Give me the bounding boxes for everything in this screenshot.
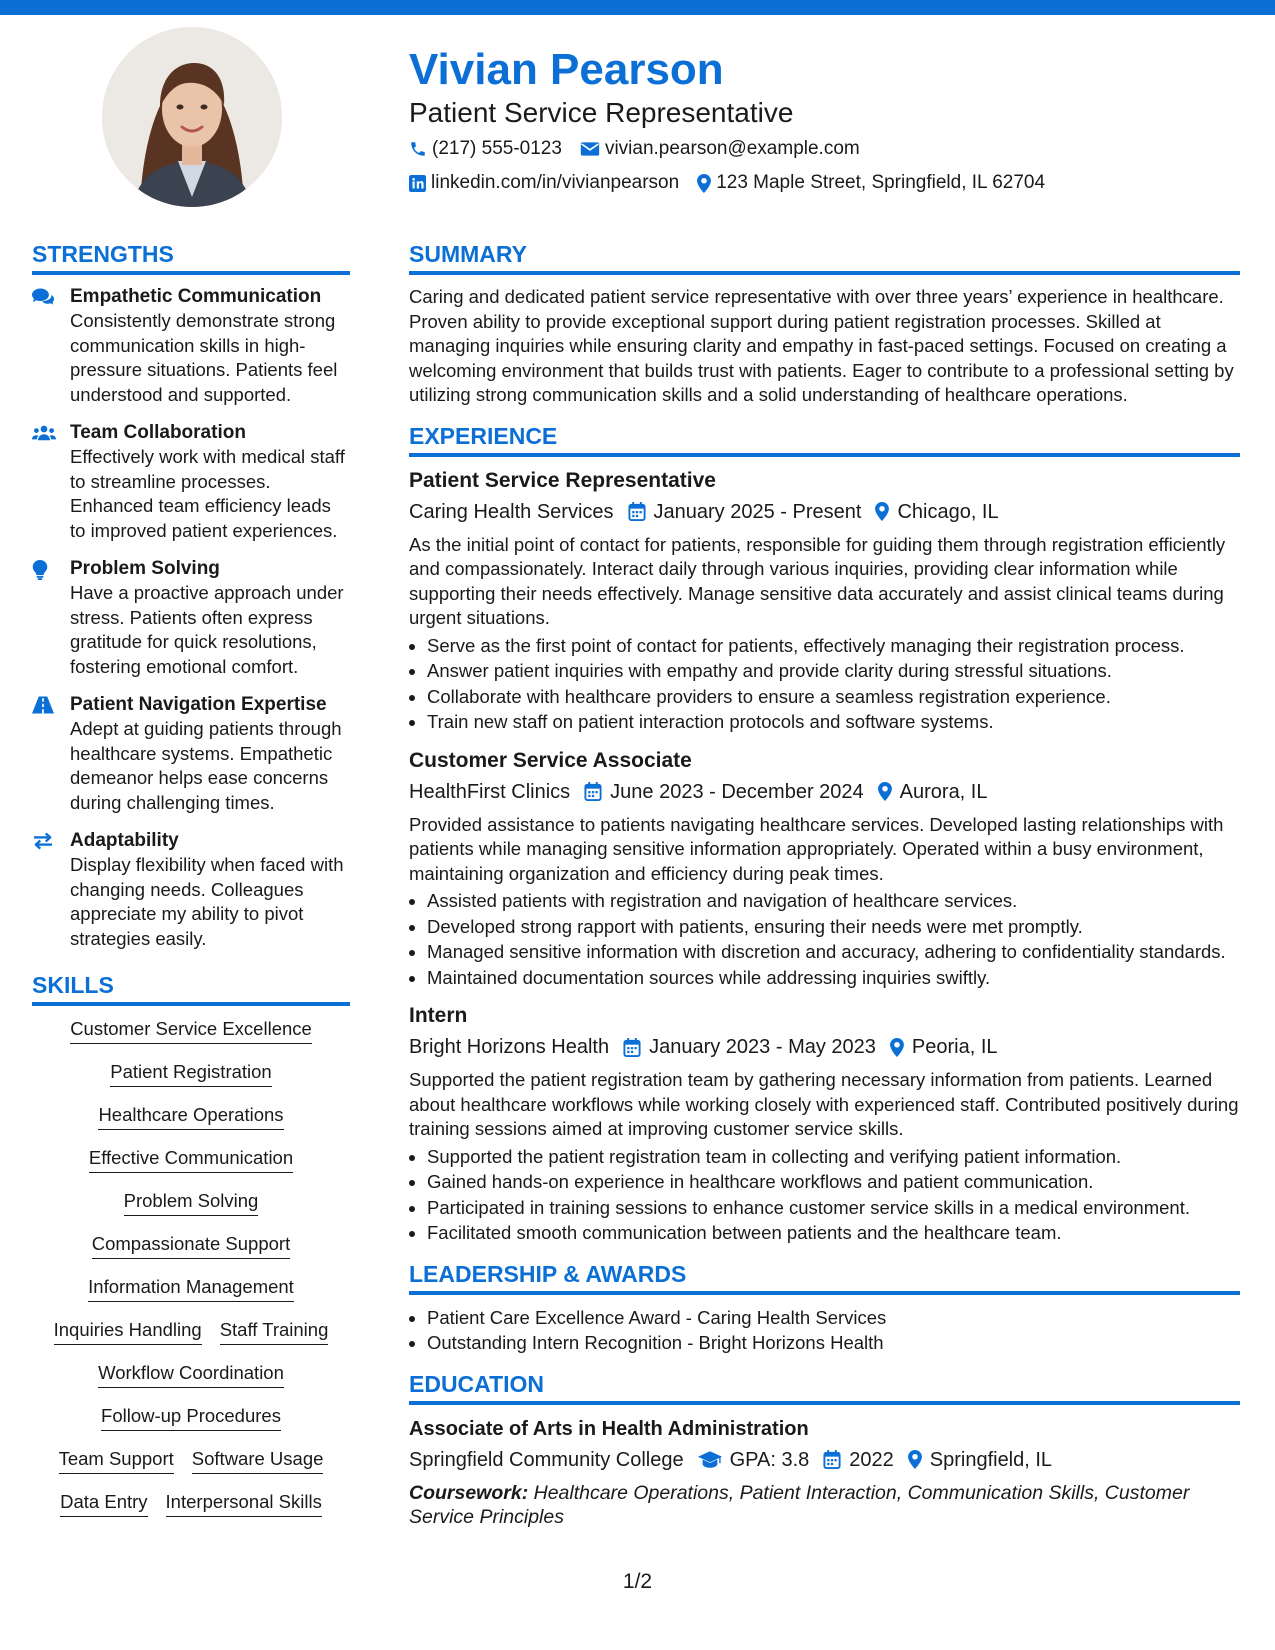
skill-tag: Customer Service Excellence [70,1016,312,1044]
job-entry [409,747,1240,991]
envelope-icon [580,141,600,157]
job-location: Peoria, IL [911,1036,998,1058]
strength-desc: Effectively work with medical staff to streamline processes. Enhanced team efficiency leads to improved patient experiences. [70,446,345,541]
skills-list [32,1016,350,1517]
job-dates: January 2023 - May 2023 [649,1036,876,1058]
job-bullet: • Answer patient inquiries with empathy and provide clarity during stressful situations. [427,658,1240,684]
strength-desc: Adept at guiding patients through healthcare systems. Empathetic demeanor helps ease concerns during challenging times. [70,718,342,813]
skill-tag: Healthcare Operations [98,1102,283,1130]
users-icon [32,424,56,442]
skill-tag: Effective Communication [89,1145,293,1173]
education-gpa-item [698,1445,810,1475]
skill-tag: Compassionate Support [92,1231,290,1259]
top-accent-bar [0,0,1275,15]
avatar-illustration [102,27,282,207]
job-meta [409,1032,1240,1062]
candidate-role: Patient Service Representative [409,97,794,128]
coursework-label: Coursework: [409,1481,529,1504]
skill-tag: Team Support [59,1446,174,1474]
skill-tag: Data Entry [60,1489,147,1517]
lightbulb-icon [32,560,48,580]
coursework-text: Healthcare Operations, Patient Interaction, Communication Skills, Customer Service Principles [409,1481,1190,1528]
job-bullet: • Developed strong rapport with patients, ensuring their needs were met promptly. [427,914,1240,940]
summary-section [409,240,1240,408]
job-bullets [409,633,1240,735]
job-entry [409,1002,1240,1246]
skill-tag: Follow-up Procedures [101,1403,281,1431]
chat-icon [32,288,54,306]
strengths-heading: STRENGTHS [32,240,350,275]
skill-tag: Software Usage [192,1446,324,1474]
job-bullet: • Assisted patients with registration and navigation of healthcare services. [427,888,1240,914]
job-entry [409,467,1240,735]
job-bullet: • Collaborate with healthcare providers to ensure a seamless registration experience. [427,684,1240,710]
strength-item [32,285,350,407]
education-location-item [908,1445,1052,1475]
job-bullet: • Facilitated smooth communication between patients and the healthcare team. [427,1220,1240,1246]
skill-row [32,1446,350,1474]
job-location-item [890,1032,998,1062]
education-degree: Associate of Arts in Health Administration [409,1417,809,1440]
address-text: 123 Maple Street, Springfield, IL 62704 [716,172,1046,193]
job-title: Customer Service Associate [409,748,692,772]
contact-row-1 [409,134,1249,164]
phone-text: (217) 555-0123 [432,138,562,159]
map-pin-icon [908,1450,922,1469]
job-company: Caring Health Services [409,500,614,523]
awards-list [409,1305,1240,1356]
education-year-item [823,1445,894,1475]
skills-heading: SKILLS [32,971,350,1006]
skill-row [32,1360,350,1388]
skill-row [32,1102,350,1130]
award-item: • Patient Care Excellence Award - Caring Health Services [427,1305,1240,1331]
skill-tag: Information Management [88,1274,294,1302]
summary-heading: SUMMARY [409,240,1240,275]
strength-desc: Have a proactive approach under stress. Patients often express gratitude for quick resolutions, fostering emotional comfort. [70,582,344,677]
job-dates-item [628,497,862,527]
education-location: Springfield, IL [929,1448,1053,1471]
education-coursework [409,1481,1240,1530]
skill-row [32,1016,350,1044]
graduation-cap-icon [698,1451,722,1468]
skill-tag: Inquiries Handling [54,1317,202,1345]
experience-heading: EXPERIENCE [409,422,1240,457]
strength-title: Problem Solving [70,558,220,579]
strength-item [32,693,350,815]
awards-section [409,1260,1240,1356]
education-year: 2022 [849,1448,894,1471]
education-gpa: GPA: 3.8 [729,1448,810,1471]
skill-row [32,1188,350,1216]
job-bullet: • Managed sensitive information with discretion and accuracy, adhering to confidentiality standards. [427,939,1240,965]
profile-photo [102,27,282,207]
job-bullet: • Participated in training sessions to enhance customer service skills in a medical environment. [427,1195,1240,1221]
skill-row [32,1403,350,1431]
calendar-icon [623,1038,641,1057]
job-location-item [878,777,988,807]
page-number: 1/2 [622,1570,653,1593]
job-meta [409,777,1240,807]
job-company: HealthFirst Clinics [409,780,571,803]
skill-tag: Staff Training [220,1317,329,1345]
job-description: Supported the patient registration team by gathering necessary information from patients. Learned about healthcare workflows while working closely with experienced staff. Contributed positively during training sessions aimed at improving customer service skills. [409,1069,1239,1139]
job-description: As the initial point of contact for patients, responsible for guiding them through registration efficiently and compassionately. Interact daily through various inquiries, providing clear information while supporting their needs effectively. Manage sensitive data accurately and assist clinical teams during urgent situations. [409,533,1226,628]
job-bullets [409,1144,1240,1246]
strength-item [32,421,350,543]
job-description: Provided assistance to patients navigating healthcare services. Developed lasting relationships with patients while managing sensitive information appropriately. Operated within a busy environment, maintaining organization and efficiency during peak times. [409,813,1224,884]
phone-icon [409,140,427,158]
awards-heading: LEADERSHIP & AWARDS [409,1260,1240,1295]
education-meta [409,1445,1240,1475]
calendar-icon [584,782,602,801]
job-bullet: • Gained hands-on experience in healthcare workflows and patient communication. [427,1169,1240,1195]
email-text[interactable]: vivian.pearson@example.com [604,138,860,159]
skill-row [32,1145,350,1173]
skill-tag: Workflow Coordination [98,1360,284,1388]
skill-row [32,1274,350,1302]
job-location: Aurora, IL [899,780,988,803]
skill-row [32,1489,350,1517]
job-title: Intern [409,1004,468,1027]
right-column [409,240,1240,1544]
strength-desc: Display flexibility when faced with changing needs. Colleagues appreciate my ability to pivot strategies easily. [70,854,344,949]
address-item [697,168,1045,198]
job-title: Patient Service Representative [409,468,716,492]
skill-row [32,1231,350,1259]
skill-tag: Problem Solving [124,1188,259,1216]
job-bullet: • Serve as the first point of contact for patients, effectively managing their registration process. [427,633,1240,659]
linkedin-item[interactable] [409,168,679,198]
strength-desc: Consistently demonstrate strong communication skills in high-pressure situations. Patients feel understood and supported. [70,310,338,405]
job-dates: June 2023 - December 2024 [610,780,864,803]
left-column [32,240,350,1532]
skill-tag: Patient Registration [110,1059,271,1087]
job-dates: January 2025 - Present [653,500,862,523]
job-dates-item [584,777,864,807]
phone-item [409,134,562,164]
education-school: Springfield Community College [409,1448,684,1471]
strength-title: Patient Navigation Expertise [70,694,327,715]
contact-row-2 [409,168,1249,198]
map-pin-icon [878,782,892,801]
strength-item [32,829,350,951]
resume-header [409,42,1249,198]
map-pin-icon [890,1038,904,1057]
summary-text: Caring and dedicated patient service representative with over three years’ experience in healthcare. Proven ability to provide exceptional support during patient registration processes. Skilled at managing inquiries while ensuring clarity and empathy in fast-paced settings. Focused on creating a welcoming environment that builds trust with patients. Eager to contribute to a professional setting by utilizing strong communication skills and a solid understanding of healthcare operations. [409,286,1234,405]
map-pin-icon [697,174,711,193]
email-item[interactable] [580,134,860,164]
linkedin-icon [409,175,426,192]
map-pin-icon [875,502,889,521]
job-location: Chicago, IL [897,500,999,523]
job-bullet: • Maintained documentation sources while addressing inquiries swiftly. [427,965,1240,991]
skill-tag: Interpersonal Skills [166,1489,322,1517]
calendar-icon [628,502,646,521]
skill-row [32,1317,350,1345]
strength-item [32,557,350,679]
candidate-name: Vivian Pearson [409,45,724,94]
strength-title: Team Collaboration [70,422,246,443]
linkedin-text[interactable]: linkedin.com/in/vivianpearson [431,172,680,193]
job-location-item [875,497,998,527]
job-dates-item [623,1032,876,1062]
strength-title: Empathetic Communication [70,286,322,307]
job-company: Bright Horizons Health [409,1036,610,1058]
experience-section [409,422,1240,1246]
education-heading: EDUCATION [409,1370,1240,1405]
skill-row [32,1059,350,1087]
road-icon [32,696,54,714]
education-section [409,1370,1240,1530]
exchange-icon [32,832,54,850]
calendar-icon [823,1450,841,1469]
strength-title: Adaptability [70,830,179,851]
award-item: • Outstanding Intern Recognition - Bright Horizons Health [427,1330,1240,1356]
job-bullets [409,888,1240,990]
job-bullet: • Train new staff on patient interaction protocols and software systems. [427,709,1240,735]
job-meta [409,497,1240,527]
job-bullet: • Supported the patient registration team in collecting and verifying patient information. [427,1144,1240,1170]
